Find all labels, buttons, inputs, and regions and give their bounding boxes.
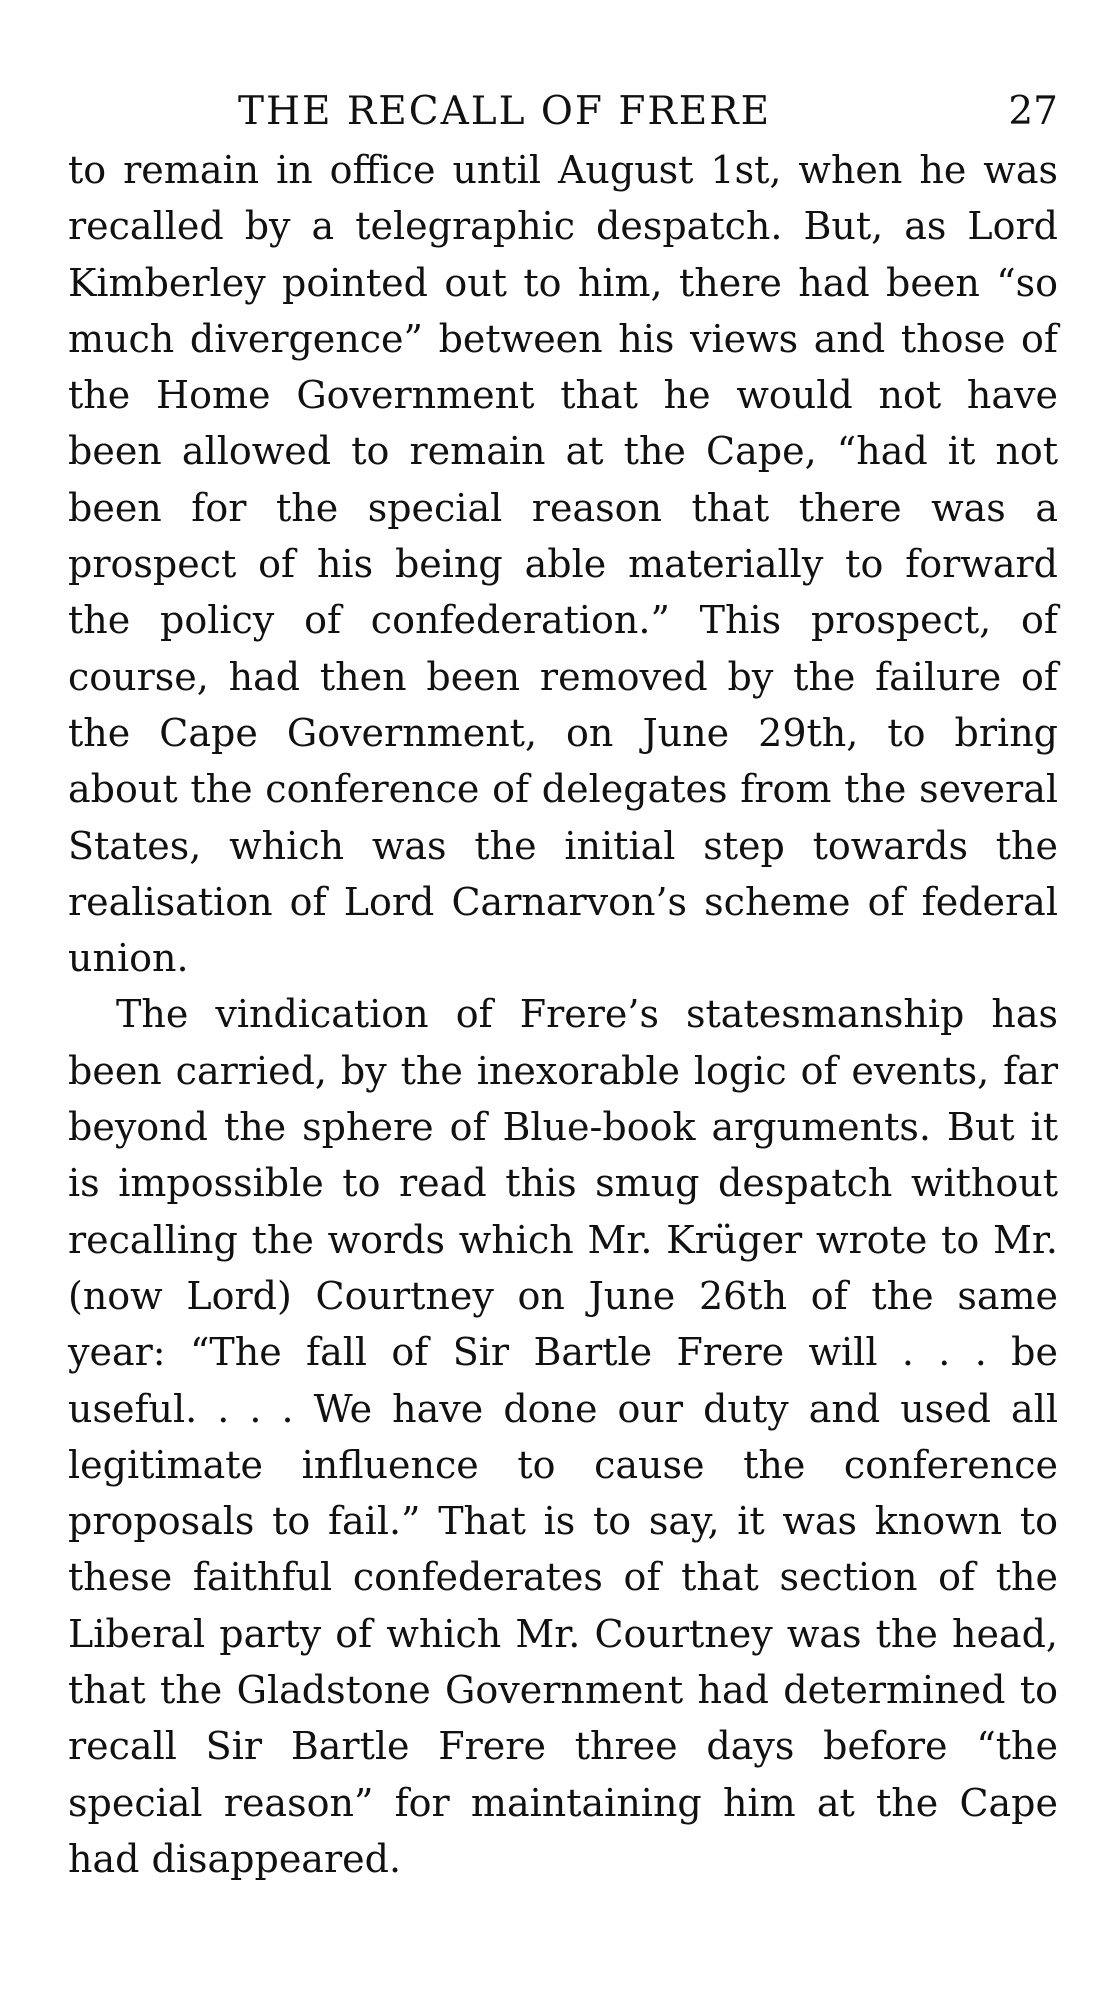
body-text — [68, 142, 1058, 1887]
running-title: THE RECALL OF FRERE — [238, 89, 772, 134]
book-page — [68, 82, 1058, 1887]
page-number: 27 — [1008, 89, 1058, 134]
paragraph-continued: to remain in office until August 1st, when he was recalled by a telegraphic despatch. But, as Lord Kimberley pointed out to him, there had been “so much divergence” between his views and those of the Home Government that he would not have been allowed to remain at the Cape, “had it not been for the special reason that there was a prospect of his being able materially to forward the policy of confederation.” This prospect, of course, had then been removed by the failure of the Cape Government, on June 29th, to bring about the conference of delegates from the several States, which was the initial step towards the realisation of Lord Carnarvon’s scheme of federal union. — [68, 148, 1058, 981]
running-head — [68, 82, 1058, 142]
paragraph-vindication: The vindication of Frere’s statesmanship has been carried, by the inexorable logic of events, far beyond the sphere of Blue-book arguments. But it is impossible to read this smug despatch without recalling the words which Mr. Krüger wrote to Mr. (now Lord) Courtney on June 26th of the same year: “The fall of Sir Bartle Frere will . . . be useful. . . . We have done our duty and used all legitimate influence to cause the conference proposals to fail.” That is to say, it was known to these faithful confederates of that section of the Liberal party of which Mr. Courtney was the head, that the Gladstone Government had determined to recall Sir Bartle Frere three days before “the special reason” for maintaining him at the Cape had disappeared. — [68, 992, 1058, 1881]
